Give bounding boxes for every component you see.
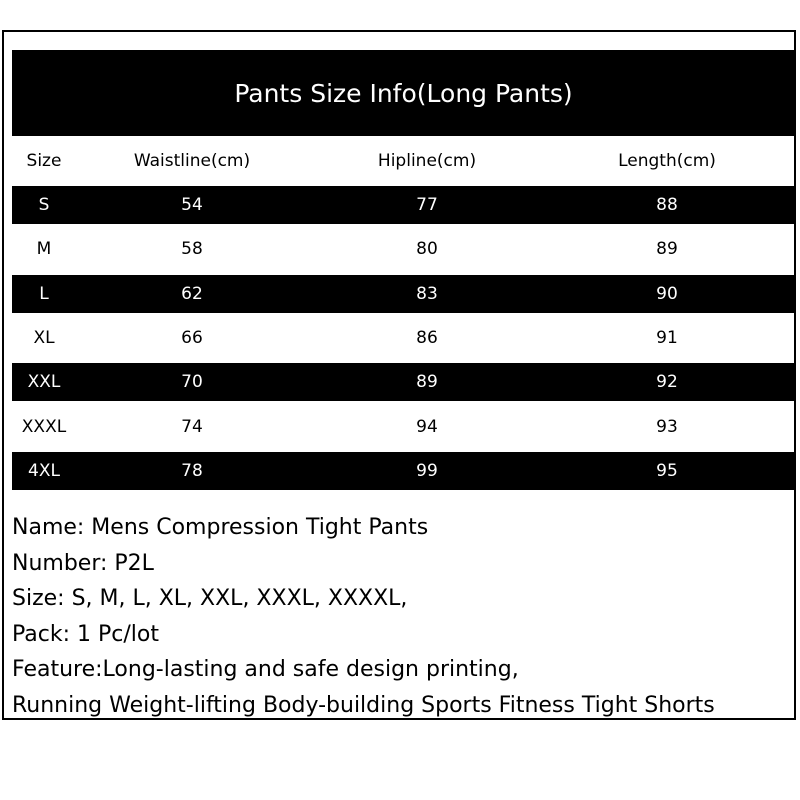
cell-hipline: 94 (416, 417, 438, 437)
cell-waistline: 66 (181, 328, 203, 348)
cell-hipline: 86 (416, 328, 438, 348)
product-feature: Feature:Long-lasting and safe design printing, (12, 657, 519, 682)
cell-length: 89 (656, 239, 678, 259)
cell-length: 91 (656, 328, 678, 348)
cell-size: 4XL (28, 461, 60, 481)
header-length: Length(cm) (618, 151, 716, 171)
table-header-row (12, 142, 795, 180)
table-row (12, 319, 795, 357)
cell-hipline: 99 (416, 461, 438, 481)
size-chart-title-bar (12, 50, 795, 136)
cell-waistline: 74 (181, 417, 203, 437)
cell-waistline: 70 (181, 372, 203, 392)
cell-length: 92 (656, 372, 678, 392)
header-size: Size (26, 151, 62, 171)
cell-size: XXXL (21, 417, 67, 437)
product-number: Number: P2L (12, 550, 154, 576)
product-sizes: Size: S, M, L, XL, XXL, XXXL, XXXXL, (12, 586, 408, 611)
product-name: Name: Mens Compression Tight Pants (12, 515, 429, 540)
table-row (12, 275, 795, 313)
product-info (12, 510, 792, 723)
product-pack: Pack: 1 Pc/lot (12, 621, 159, 647)
cell-size: XXL (27, 372, 61, 392)
cell-hipline: 83 (416, 284, 438, 304)
cell-length: 93 (656, 417, 678, 437)
cell-length: 88 (656, 195, 678, 215)
table-row (12, 230, 795, 268)
cell-length: 90 (656, 284, 678, 304)
cell-size: S (38, 195, 50, 215)
cell-waistline: 78 (181, 461, 203, 481)
cell-hipline: 80 (416, 239, 438, 259)
cell-waistline: 62 (181, 284, 203, 304)
cell-waistline: 54 (181, 195, 203, 215)
product-usage: Running Weight-lifting Body-building Sports Fitness Tight Shorts (12, 692, 715, 718)
table-row (12, 452, 795, 490)
table-row (12, 363, 795, 401)
header-hipline: Hipline(cm) (377, 151, 477, 171)
cell-size: M (36, 239, 52, 259)
table-row (12, 408, 795, 446)
size-chart-title: Pants Size Info(Long Pants) (234, 78, 573, 108)
cell-size: L (39, 284, 49, 304)
header-waistline: Waistline(cm) (133, 151, 251, 171)
cell-length: 95 (656, 461, 678, 481)
cell-waistline: 58 (181, 239, 203, 259)
cell-hipline: 89 (416, 372, 438, 392)
cell-hipline: 77 (416, 195, 438, 215)
cell-size: XL (33, 328, 55, 348)
table-row (12, 186, 795, 224)
